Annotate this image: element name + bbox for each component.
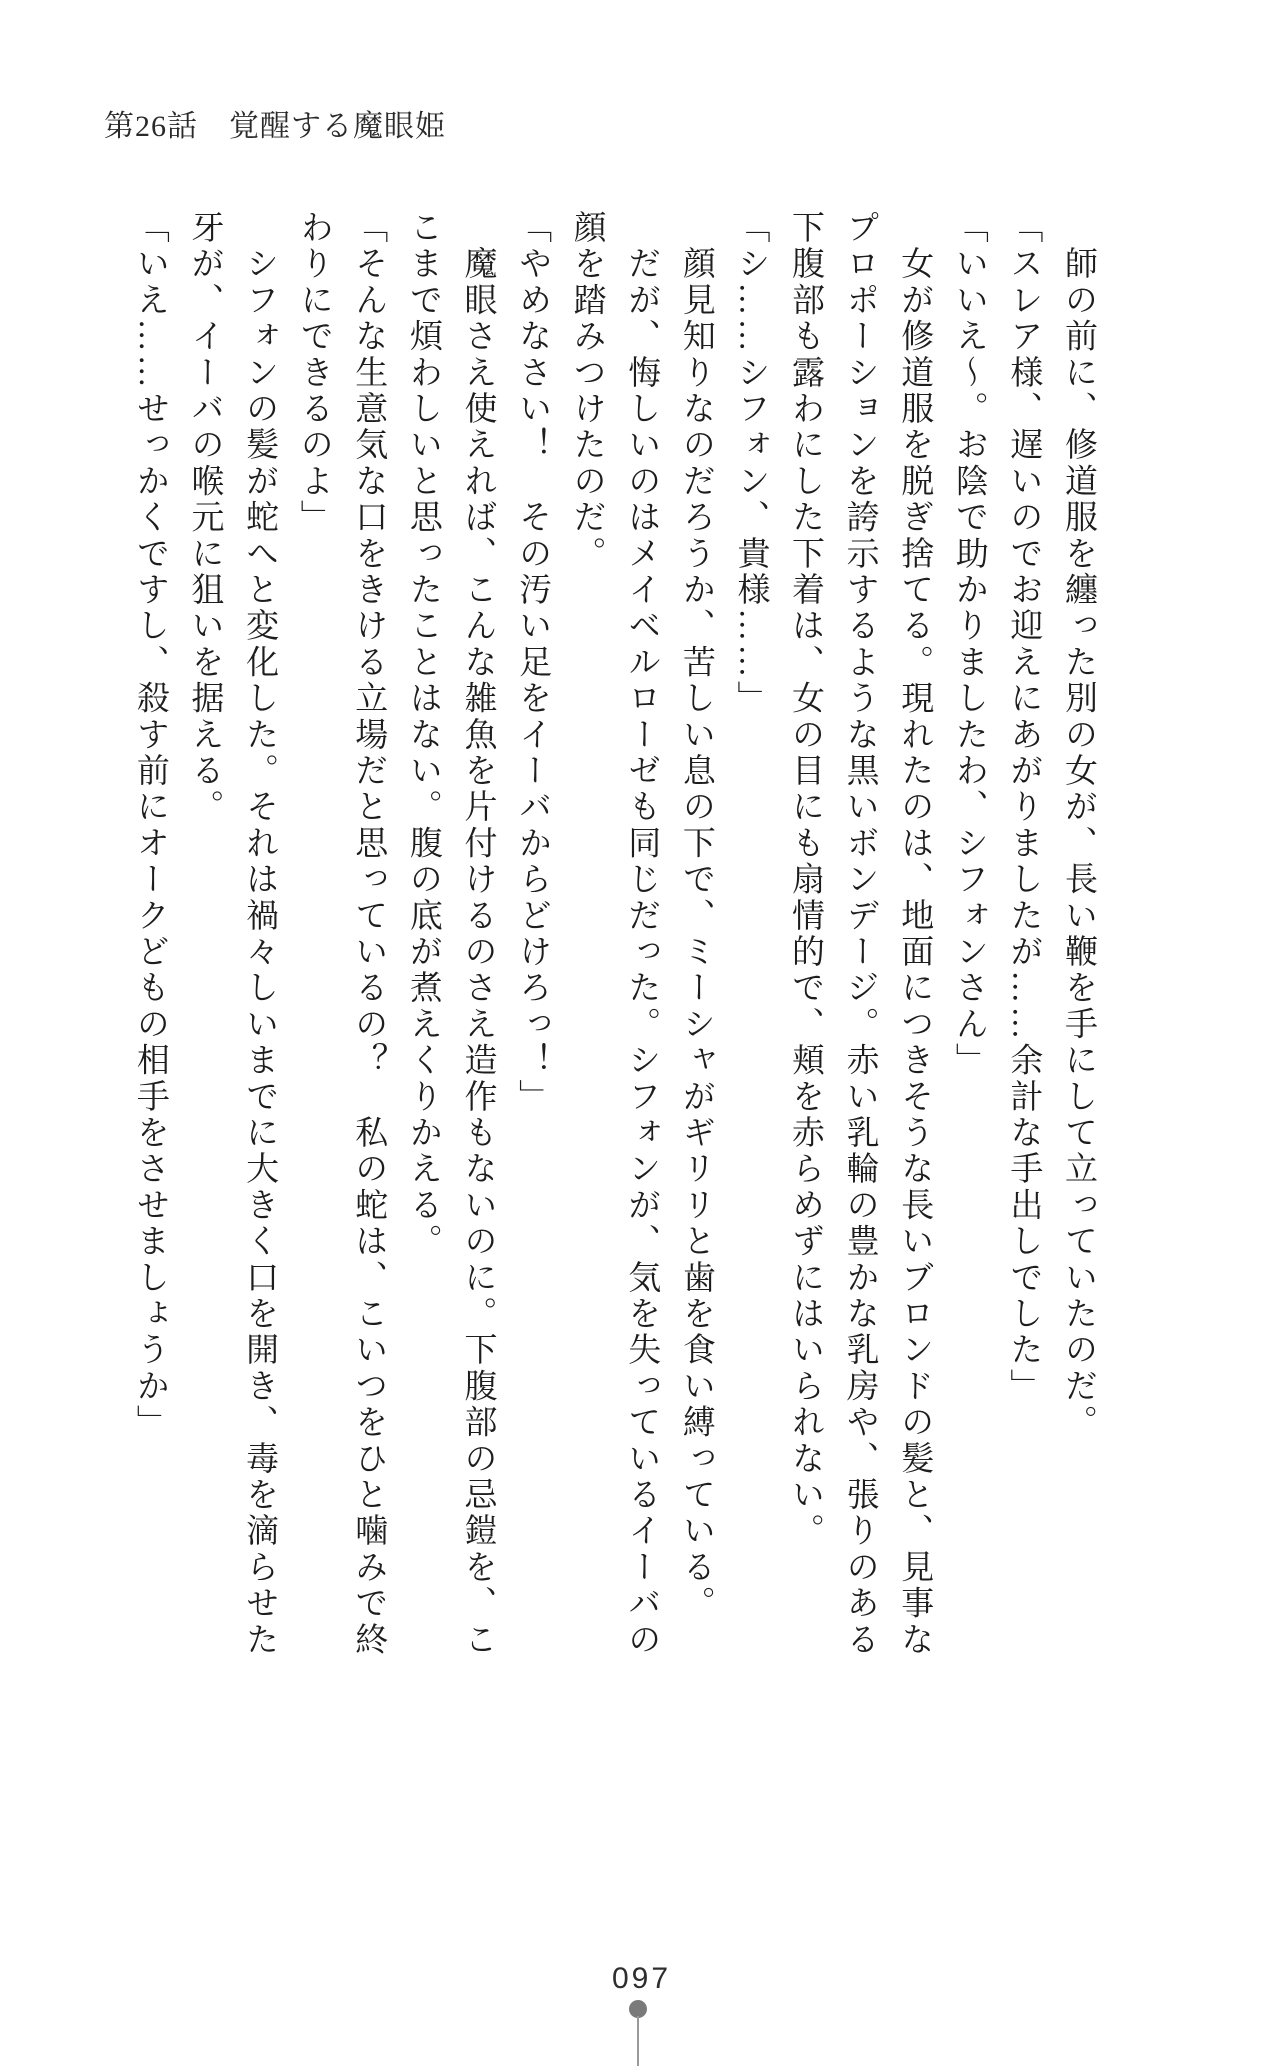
- text-line: 「いいえ〜。お陰で助かりましたわ、シフォンさん」: [950, 210, 987, 1079]
- text-line: こまで煩わしいと思ったことはない。腹の底が煮えくりかえる。: [404, 210, 441, 1260]
- text-line: 魔眼さえ使えれば、こんな雑魚を片付けるのさえ造作もないのに。下腹部の忌鎧を、こ: [459, 210, 496, 1658]
- text-line: だが、悔しいのはメイベルローゼも同じだった。シフォンが、気を失っているイーバの: [623, 210, 660, 1658]
- text-line: 下腹部も露わにした下着は、女の目にも扇情的で、頬を赤らめずにはいられない。: [787, 210, 824, 1550]
- text-line: 顔見知りなのだろうか、苦しい息の下で、ミーシャがギリリと歯を食い縛っている。: [677, 210, 714, 1622]
- body-text: [122, 210, 1105, 1680]
- text-line: 「スレア様、遅いのでお迎えにあがりましたが……余計な手出しでした」: [1005, 210, 1042, 1405]
- text-line: 「いえ……せっかくですし、殺す前にオークどもの相手をさせましょうか」: [131, 210, 168, 1441]
- text-line: 「そんな生意気な口をきける立場だと思っているの？ 私の蛇は、こいつをひと噛みで終: [350, 210, 387, 1658]
- text-line: プロポーションを誇示するような黒いボンデージ。赤い乳輪の豊かな乳房や、張りのある: [841, 210, 878, 1658]
- text-line: シフォンの髪が蛇へと変化した。それは禍々しいまでに大きく口を開き、毒を滴らせた: [241, 210, 278, 1658]
- text-line: 「シ……シフォン、貴様……」: [732, 210, 769, 717]
- text-line: 女が修道服を脱ぎ捨てる。現れたのは、地面につきそうな長いブロンドの髪と、見事な: [896, 210, 933, 1658]
- text-line: 「やめなさい！ その汚い足をイーバからどけろっ！」: [514, 210, 551, 1115]
- text-line: 牙が、イーバの喉元に狙いを据える。: [186, 210, 223, 826]
- text-line: わりにできるのよ」: [295, 210, 332, 536]
- text-line: 師の前に、修道服を纏った別の女が、長い鞭を手にして立っていたのだ。: [1060, 210, 1096, 1441]
- page-number: 097: [612, 1962, 672, 1995]
- footer-rule-line: [637, 2016, 639, 2066]
- chapter-header: 第26話 覚醒する魔眼姫: [104, 110, 446, 143]
- text-line: 顔を踏みつけたのだ。: [568, 210, 605, 572]
